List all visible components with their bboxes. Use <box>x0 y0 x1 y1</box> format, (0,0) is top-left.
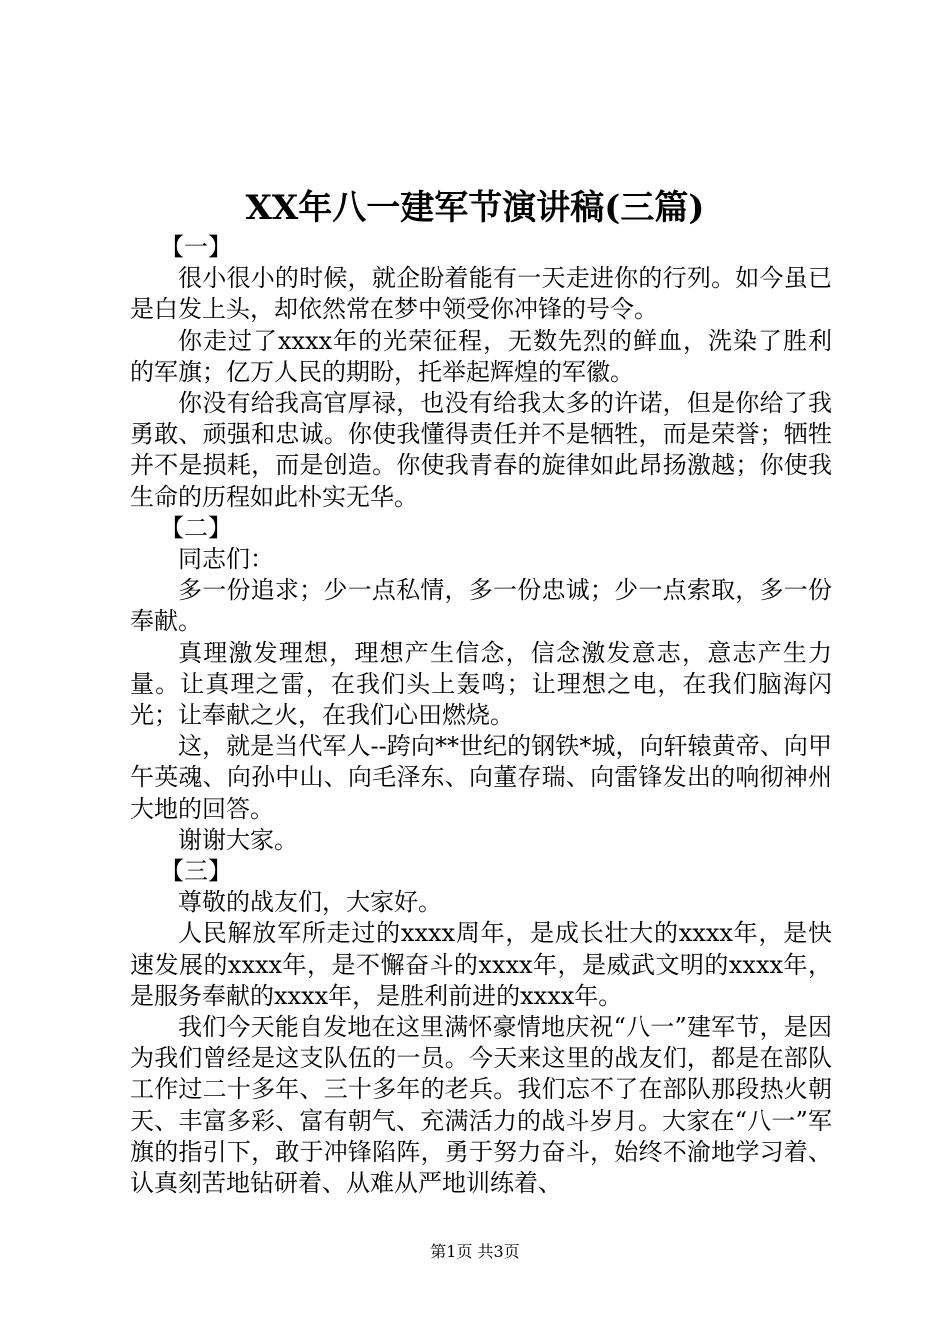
paragraph: 真理激发理想，理想产生信念，信念激发意志，意志产生力量。让真理之雷，在我们头上轰鸣；让理想之电，在我们脑海闪光；让奉献之火，在我们心田燃烧。 <box>130 638 832 730</box>
paragraph: 这，就是当代军人--跨向**世纪的钢铁*城，向轩辕黄帝、向甲午英魂、向孙中山、向毛泽东、向董存瑞、向雷锋发出的响彻神州大地的回答。 <box>130 732 832 823</box>
paragraph: 我们今天能自发地在这里满怀豪情地庆祝“八一”建军节，是因为我们曾经是这支队伍的一员。今天来这里的战友们，都是在部队工作过二十多年、三十多年的老兵。我们忘不了在部队那段热火朝天、丰富多彩、富有朝气、充满活力的战斗岁月。大家在“八一”军旗的指引下，敢于冲锋陷阵，勇于努力奋斗，始终不渝地学习着、认真刻苦地钻研着、从难从严地训练着、 <box>130 1013 832 1198</box>
section-heading-1: 【一】 <box>160 233 232 261</box>
paragraph: 尊敬的战友们，大家好。 <box>178 888 442 917</box>
document-title: XX年八一建军节演讲稿(三篇) <box>245 188 705 228</box>
paragraph: 你走过了xxxx年的光荣征程，无数先烈的鲜血，洗染了胜利的军旗；亿万人民的期盼，托举起辉煌的军徽。 <box>130 326 832 386</box>
paragraph: 谢谢大家。 <box>178 825 298 854</box>
paragraph: 同志们： <box>178 545 274 574</box>
paragraph: 人民解放军所走过的xxxx周年，是成长壮大的xxxx年，是快速发展的xxxx年，是不懈奋斗的xxxx年，是威武文明的xxxx年，是服务奉献的xxxx年，是胜利前进的xxxx年。 <box>130 919 832 1010</box>
section-heading-2: 【二】 <box>160 513 232 542</box>
paragraph: 多一份追求；少一点私情，多一份忠诚；少一点索取，多一份奉献。 <box>130 576 832 636</box>
section-heading-3: 【三】 <box>160 857 232 886</box>
paragraph: 很小很小的时候，就企盼着能有一天走进你的行列。如今虽已是白发上头，却依然常在梦中领受你冲锋的号令。 <box>130 264 832 324</box>
page-footer: 第1页 共3页 <box>430 1242 520 1261</box>
paragraph: 你没有给我高官厚禄，也没有给我太多的许诺，但是你给了我勇敢、顽强和忠诚。你使我懂得责任并不是牺牲，而是荣誉；牺牲并不是损耗，而是创造。你使我青春的旋律如此昂扬激越；你使我生命的历程如此朴实无华。 <box>130 389 832 511</box>
document-body <box>130 232 832 1199</box>
